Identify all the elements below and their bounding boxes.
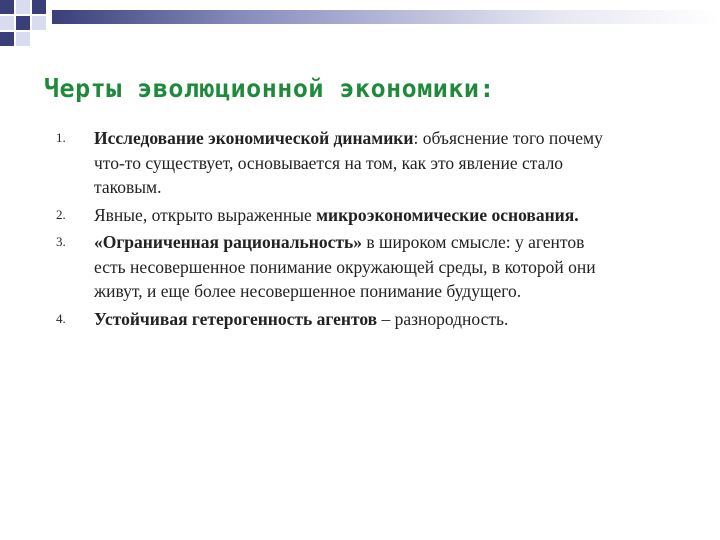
feature-list: [56, 126, 616, 334]
list-text-bold: Устойчивая гетерогенность агентов: [94, 308, 378, 329]
deco-square: [32, 16, 46, 30]
list-number: 1.: [56, 130, 66, 145]
deco-gradient-bar: [52, 10, 720, 24]
deco-square: [32, 0, 46, 14]
list-text-regular: в широком смысле: у агентов есть несовершенное понимание окружающей среды, в которой они живут, и еще более несовершенное понимание будущего.: [94, 232, 596, 301]
decorative-header: [0, 0, 720, 44]
deco-square: [16, 32, 30, 46]
list-item-4: [56, 307, 616, 332]
deco-square: [0, 32, 14, 46]
list-number: 4.: [56, 310, 66, 326]
list-text-bold: Исследование экономической динамики: [94, 128, 414, 148]
deco-square: [0, 0, 14, 14]
deco-square: [16, 16, 30, 30]
list-item-1: [56, 126, 616, 200]
list-item-2: [56, 203, 616, 228]
list-number: 3.: [56, 234, 66, 249]
list-text: [94, 126, 616, 200]
list-item-3: [56, 230, 616, 304]
slide-title: Черты эволюционной экономики:: [44, 74, 495, 103]
list-text-bold: «Ограниченная рациональность»: [94, 232, 363, 252]
list-text: [94, 230, 616, 304]
list-number: 2.: [56, 206, 66, 222]
deco-square: [0, 16, 14, 30]
list-text-regular: : объяснение того почему что-то существует, основывается на том, как это явление стало таковым.: [94, 128, 603, 197]
list-text-bold: микроэкономические основания.: [316, 204, 579, 225]
list-text-regular: Явные, открыто выраженные: [94, 204, 317, 225]
deco-square: [16, 0, 30, 14]
list-text: [94, 307, 616, 332]
list-text: [94, 203, 616, 228]
list-text-regular: – разнородность.: [377, 308, 509, 329]
